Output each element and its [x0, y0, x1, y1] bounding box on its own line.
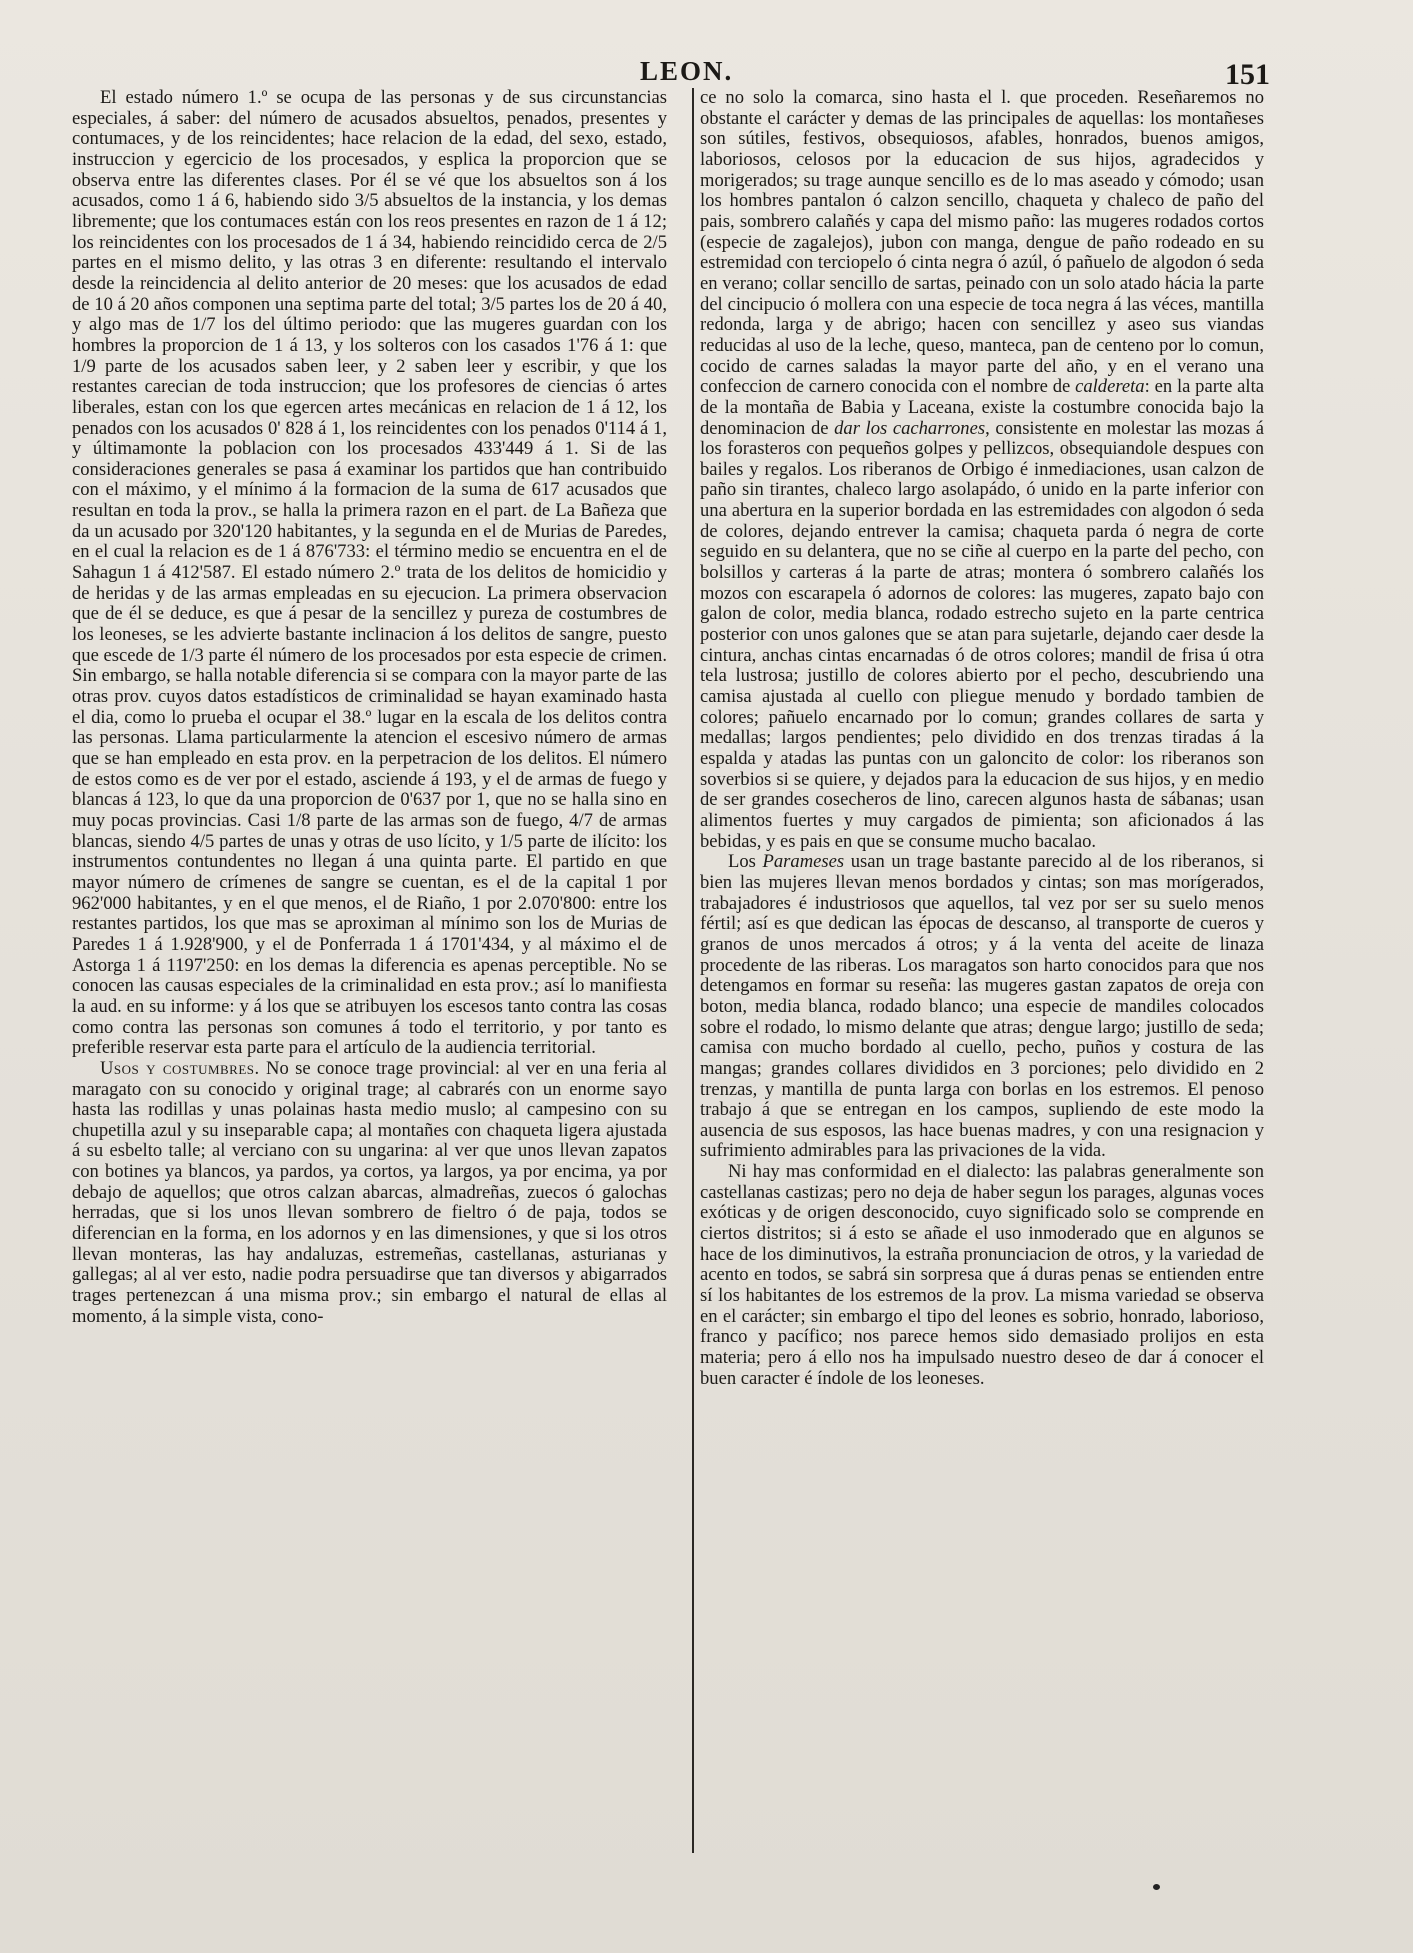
paragraph-usos-costumbres	[72, 1059, 667, 1328]
paragraph-parameses-maragatos	[700, 852, 1264, 1162]
paragraph-text: No se conoce trage provincial: al ver en una feria al maragato con su conocido y original trage; al cabrarés con un enorme sayo hasta las rodillas y unas polainas hasta medio muslo; al campesino con su chupetilla azul y su inseparable capa; al montañes con chaqueta ligera ajustada á su esbelto talle; al verciano con su ungarina: al ver que unos llevan zapatos con botines ya blancos, ya pardos, ya cortos, ya largos, ya por encima, ya por debajo de aquellos; que otros calzan abarcas, almadreñas, zuecos ó galochas herradas, que si los unos llevan sombrero de fieltro ó de paja, todos se diferencian en la forma, en los adornos y en las dimensiones, y que si los otros llevan monteras, las hay andaluzas, estremeñas, castellanas, asturianas y gallegas; al al ver esto, nadie podra persuadirse que tan diversos y abigarrados trages pertenezcan á una misma prov.; sin embargo el natural de ellas al momento, á la simple vista, cono-	[72, 1057, 667, 1327]
page-header	[0, 50, 1413, 90]
running-title: LEON.	[640, 56, 734, 86]
italic-term-cacharrones: dar los cacharrones	[834, 417, 986, 439]
paragraph-text: El estado número 1.º se ocupa de las personas y de sus circunstancias especiales, á saber: del número de acusados absueltos, penados, presentes y contumaces, y de los reincidentes; hace relacion de la edad, del sexo, estado, instruccion y egercicio de los procesados, y esplica la proporcion que se observa entre las diferentes clases. Por él se vé que los absueltos son á los acusados, como 1 á 6, habiendo sido 3/5 absueltos de la instancia, y los demas libremente; que los contumaces están con los reos presentes en razon de 1 á 12; los reincidentes con los procesados de 1 á 34, habiendo reincidido cerca de 2/5 partes en el mismo delito, y las otras 3 en diferente: resultando el intervalo desde la reincidencia al delito anterior de 20 meses: que los acusados de edad de 10 á 20 años componen una septima parte del total; 3/5 partes los de 20 á 40, y algo mas de 1/7 los del último periodo: que las mugeres guardan con los hombres la proporcion de 1 á 13, y los solteros con los casados 1'76 á 1: que 1/9 parte de los acusados saben leer, y 2 saben leer y escribir, y que los restantes carecian de toda instruccion; que los profesores de ciencias ó artes liberales, estan con los que egercen artes mecánicas en relacion de 1 á 12, los penados con los acusados 0' 828 á 1, los reincidentes con los penados 0'114 á 1, y últimamonte la poblacion con los procesados 433'449 á 1. Si de las consideraciones generales se pasa á examinar los partidos que han contribuido con el máximo, y el mínimo á la formacion de la suma de 617 acusados que resultan en toda la prov., se halla la primera razon en el part. de La Bañeza que da un acusado por 320'120 habitantes, y la segunda en el de Murias de Paredes, en el cual la relacion es de 1 á 876'733: el término medio se encuentra en el de Sahagun 1 á 412'587. El estado número 2.º trata de los delitos de homicidio y de heridas y de las armas empleadas en su ejecucion. La primera observacion que de él se deduce, es que á pesar de la sencillez y pureza de costumbres de los leoneses, se les advierte bastante inclinacion á los delitos de sangre, puesto que escede de 1/3 parte él número de los procesados por esta especie de crimen. Sin embargo, se halla notable diferencia si se compara con la mayor parte de las otras prov. cuyos datos estadísticos de criminalidad se hayan examinado hasta el dia, como lo prueba el ocupar el 38.º lugar en la escala de los delitos contra las personas. Llama particularmente la atencion el escesivo número de armas que se han empleado en esta prov. en la perpetracion de los delitos. El número de estos como es de ver por el estado, asciende á 193, y el de armas de fuego y blancas á 123, lo que da una proporcion de 0'637 por 1, que no se halla sino en muy pocas provincias. Casi 1/8 parte de las armas son de fuego, 4/7 de armas blancas, siendo 4/5 partes de unas y otras de uso lícito, y 1/5 parte de ilícito: los instrumentos contundentes no llegan á una quinta parte. El partido en que mayor número de crímenes de sangre se cuentan, es el de la capital 1 por 962'000 habitantes, y en el que menos, el de Riaño, 1 por 2.070'800: entre los restantes partidos, los que mas se aproximan al mínimo son los de Murias de Paredes 1 á 1.928'900, y el de Ponferrada 1 á 1701'434, y al máximo el de Astorga 1 á 1197'250: en los demas la diferencia es apenas perceptible. No se conocen las causas especiales de la criminalidad en esta prov.; así lo manifiesta la aud. en su informe: y á los que se atribuyen los escesos tanto contra las cosas como contra las personas son comunes á todo el territorio, y por tanto es preferible reservar esta parte para el artículo de la audiencia territorial.	[72, 87, 667, 1059]
italic-term-parameses: Parameses	[762, 851, 845, 873]
paragraph-estados	[72, 88, 667, 1059]
paragraph-text: : en la parte alta de la montaña de Babia y Laceana, existe la costumbre conocida bajo la denominacion de	[700, 376, 1264, 439]
paragraph-montaneses-riberanos	[700, 88, 1264, 852]
paragraph-text: usan un trage bastante parecido al de los riberanos, si bien las mujeres llevan menos bordados y cintas; son mas morígerados, trabajadores é industriosos que aquellos, tal vez por ser su suelo menos fértil; así es que dedican las épocas de descanso, al transporte de cueros y granos de unos mercados á otros; y á la venta del aceite de linaza procedente de las riberas. Los maragatos son harto conocidos para que nos detengamos en formar su reseña: las mugeres gastan zapatos de oreja con boton, media blanca, rodado blanco; una especie de mandiles colocados sobre el rodado, lo mismo delante que atras; dengue largo; justillo de seda; camisa con mucho bordado al cuello, pecho, puños y costura de las mangas; grandes collares divididos en 3 porciones; pelo dividido en 2 trenzas, y mantilla de punta larga con borlas en los estremos. El penoso trabajo á que se entregan en los campos, supliendo de este modo la ausencia de sus esposos, las hace buenas madres, y con una resignacion y sufrimiento admirables para las privaciones de la vida.	[700, 851, 1264, 1162]
paragraph-text: Los	[728, 851, 763, 873]
page-number: 151	[1225, 58, 1270, 91]
left-column	[72, 88, 667, 1327]
paragraph-text: , consistente en molestar las mozas á los forasteros con pequeños golpes y pellizcos, obsequiandole despues con bailes y regalos. Los riberanos de Orbigo é inmediaciones, usan calzon de paño sin tirantes, chaleco largo asolapádo, ó unido en la parte inferior con una abertura en la superior bordada en las estremidades con algodon ó seda de colores, dejando entrever la camisa; chaqueta parda ó negra de corte seguido en su delantera, que no se ciñe al cuerpo en la parte del pecho, con bolsillos y carteras á la parte de atras; montera ó sombrero calañés los mozos con escarapela ó adornos de colores: las mugeres, zapato bajo con galon de color, media blanca, rodado estrecho sujeto en la parte centrica posterior con unos galones que se atan para sujetarle, dejando caer desde la cintura, anchas cintas encarnadas ó de otros colores; mandil de frisa ú otra tela lustrosa; justillo de colores abierto por el pecho, descubriendo una camisa ajustada al cuello con pliegue menudo y bordado tambien de colores; pañuelo encarnado por lo comun; grandes collares de sarta y medallas; largos pendientes; pelo dividido en dos trenzas tiradas á la espalda y atadas las puntas con un galoncito de color: los riberanos son soverbios si se quiere, y dejados para la educacion de sus hijos, y en medio de ser grandes cosecheros de lino, carecen algunos hasta de sábanas; usan alimentos fuertes y muy cargados de pimienta; son aficionados á las bebidas, y es pais en que se consume mucho bacalao.	[700, 417, 1264, 852]
paragraph-text: ce no solo la comarca, sino hasta el l. que proceden. Reseñaremos no obstante el carácter y demas de las principales de aquellas: los montañeses son sútiles, festivos, obsequiosos, afables, honrados, buenos amigos, laboriosos, celosos por la educacion de sus hijos, agradecidos y morigerados; su trage aunque sencillo es de lo mas aseado y cómodo; usan los hombres pantalon ó calzon sencillo, chaqueta y chaleco de paño del pais, sombrero calañés y capa del mismo paño: las mugeres rodados cortos (especie de zagalejos), jubon con manga, dengue de paño rodeado en su estremidad con terciopelo ó cinta negra ó azúl, ó pañuelo de algodon ó seda en verano; collar sencillo de sartas, peinado con un solo atado hácia la parte del cincipucio ó mollera con una especie de toca negra á las véces, mantilla redonda, larga y de abrigo; hacen con sencillez y aseo sus viandas reducidas al uso de la leche, queso, manteca, pan de centeno por lo comun, cocido de carnes saladas la mayor parte del año, y en el verano una confeccion de carnero conocida con el nombre de	[700, 87, 1264, 398]
ink-speck	[1153, 1884, 1160, 1890]
paragraph-text: Ni hay mas conformidad en el dialecto: las palabras generalmente son castellanas castizas; pero no deja de haber segun los parages, algunas voces exóticas y de origen desconocido, cuyo significado solo se comprende en ciertos distritos; si á esto se añade el uso inmoderado que en algunos se hace de los diminutivos, la estraña pronunciacion de otros, y la variedad de acento en todos, se sabrá sin sorpresa que á duras penas se entienden entre sí los habitantes de los estremos de la prov. La misma variedad se observa en el carácter; sin embargo el tipo del leones es sobrio, honrado, laborioso, franco y pacífico; nos parece hemos sido demasiado prolijos en esta materia; pero á ello nos ha impulsado nuestro deseo de dar á conocer el buen caracter é índole de los leoneses.	[700, 1161, 1264, 1389]
paragraph-dialecto	[700, 1162, 1264, 1389]
right-column	[700, 88, 1264, 1389]
italic-term-caldereta: caldereta	[1075, 376, 1145, 398]
column-divider	[692, 88, 694, 1853]
section-heading-usos-costumbres: Usos y costumbres.	[100, 1057, 260, 1079]
